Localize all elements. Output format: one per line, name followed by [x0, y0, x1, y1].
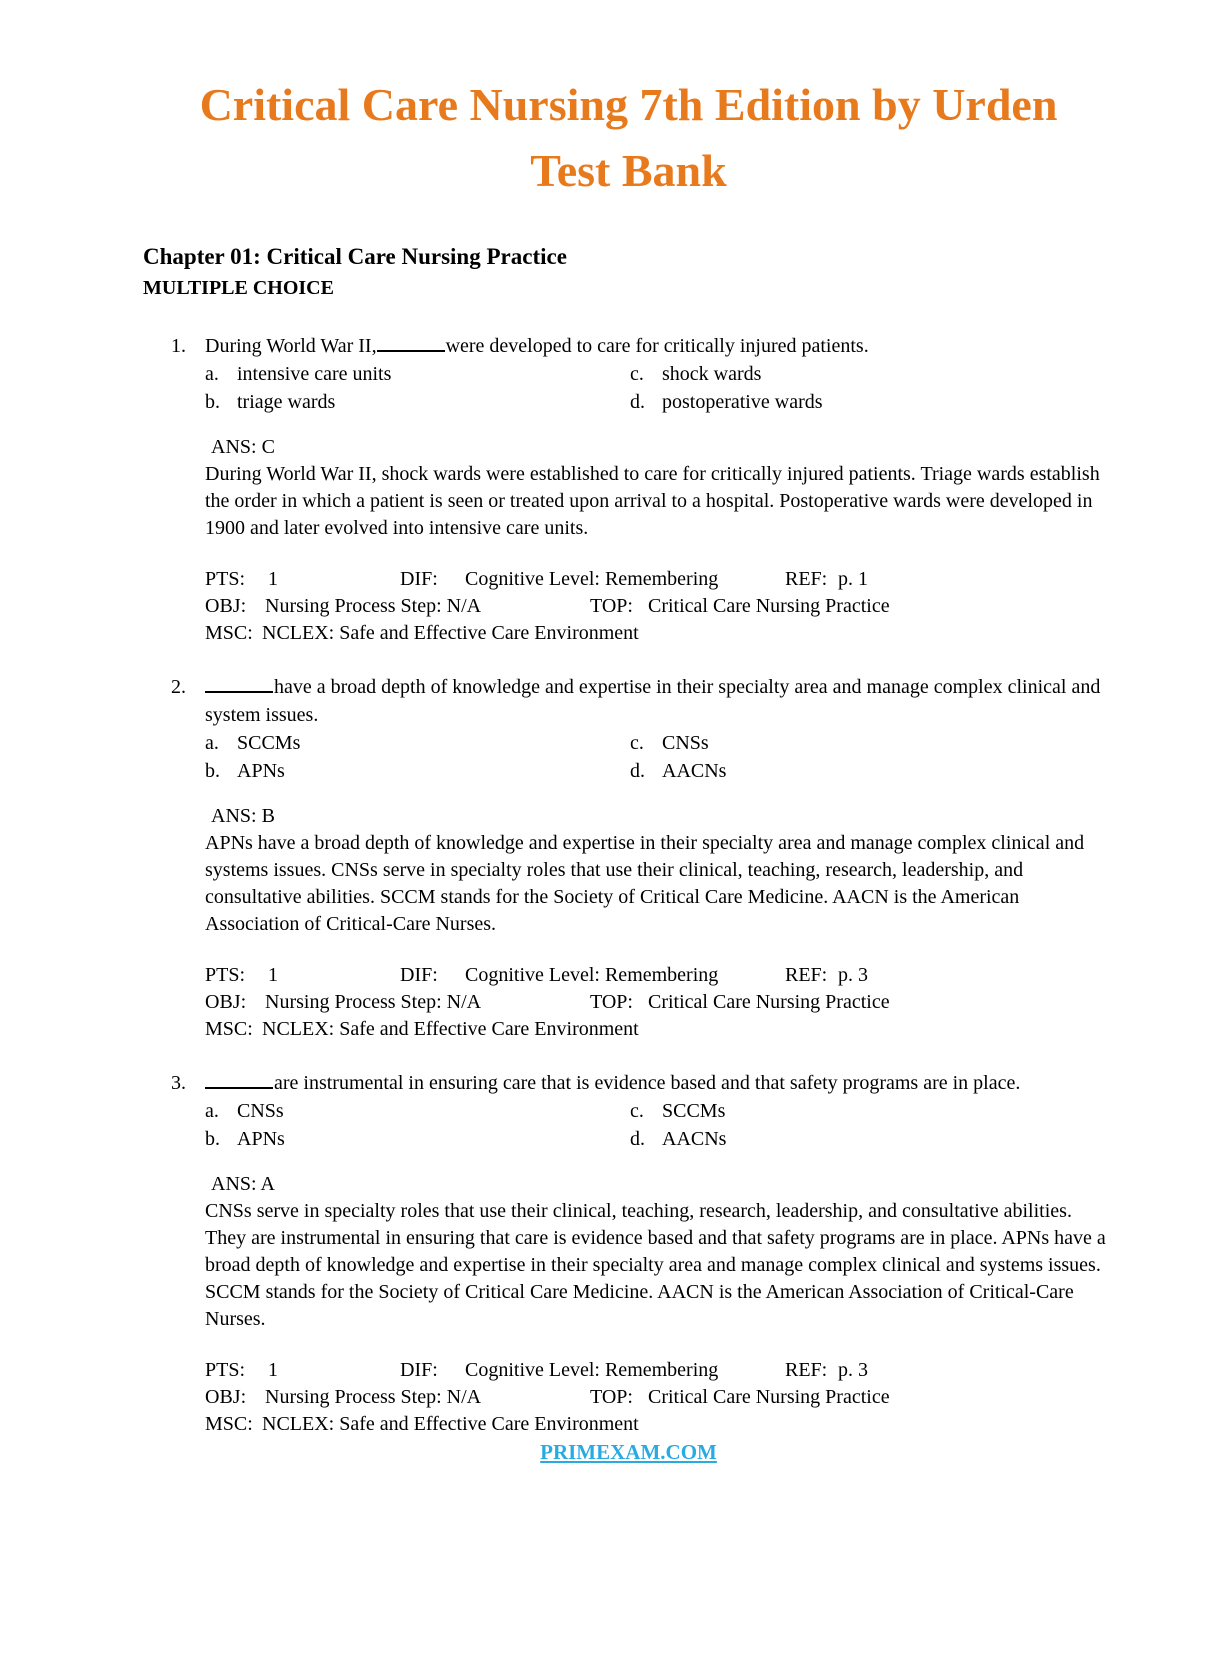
msc-label: MSC: [205, 1018, 253, 1040]
dif-label: DIF: [400, 964, 438, 986]
option-text: intensive care units [237, 363, 392, 385]
obj-label: OBJ: [205, 1386, 247, 1408]
option-a [205, 360, 630, 388]
section-heading: MULTIPLE CHOICE [143, 277, 334, 299]
option-letter: c. [630, 732, 644, 754]
msc-label: MSC: [205, 1413, 253, 1435]
question-block-3 [171, 1069, 1110, 1438]
option-letter: a. [205, 732, 219, 754]
pts-label: PTS: [205, 568, 246, 590]
meta-row-msc [205, 1411, 1110, 1438]
option-text: SCCMs [237, 732, 301, 754]
option-letter: c. [630, 363, 644, 385]
question-number: 3. [171, 1072, 186, 1094]
option-d [630, 757, 1110, 785]
obj-label: OBJ: [205, 991, 247, 1013]
top-value: Critical Care Nursing Practice [648, 991, 890, 1013]
meta-row-pts-dif-ref [205, 962, 1110, 989]
meta-row-pts-dif-ref [205, 1357, 1110, 1384]
option-d [630, 388, 1110, 416]
meta-row-pts-dif-ref [205, 566, 1110, 593]
option-letter: d. [630, 760, 645, 782]
msc-value: NCLEX: Safe and Effective Care Environment [262, 1018, 639, 1040]
blank-line [205, 1075, 273, 1089]
dif-label: DIF: [400, 1359, 438, 1381]
page-title: Critical Care Nursing 7th Edition by Urden Test Bank [199, 79, 1058, 196]
ref-value: p. 3 [838, 964, 868, 986]
primexam-link[interactable]: PRIMEXAM.COM [540, 1440, 717, 1464]
meta-block [205, 962, 1110, 1043]
meta-row-msc [205, 620, 1110, 647]
option-letter: a. [205, 1100, 219, 1122]
answer-value: B [261, 805, 275, 827]
option-letter: b. [205, 1128, 220, 1150]
dif-value: Cognitive Level: Remembering [465, 568, 719, 590]
meta-row-msc [205, 1016, 1110, 1043]
answer-block [205, 434, 1110, 542]
obj-value: Nursing Process Step: N/A [265, 595, 482, 617]
stem-suffix: are instrumental in ensuring care that is evidence based and that safety programs are in place. [274, 1072, 1021, 1094]
answer-label: ANS: [211, 436, 257, 458]
question-stem [205, 332, 1110, 360]
answer-line [205, 1171, 1110, 1198]
rationale-text: CNSs serve in specialty roles that use their clinical, teaching, research, leadership, and consultative abilities. They are instrumental in ensuring that care is evidence based and that safety programs are in place. APNs have a broad depth of knowledge and expertise in their specialty area and manage complex clinical and systems issues. SCCM stands for the Society of Critical Care Medicine. AACN is the American Association of Critical-Care Nurses. [205, 1200, 1106, 1330]
top-value: Critical Care Nursing Practice [648, 1386, 890, 1408]
option-letter: c. [630, 1100, 644, 1122]
answer-label: ANS: [211, 1173, 257, 1195]
option-letter: d. [630, 1128, 645, 1150]
option-letter: d. [630, 391, 645, 413]
ref-value: p. 1 [838, 568, 868, 590]
option-text: APNs [237, 760, 285, 782]
meta-block [205, 566, 1110, 647]
question-number: 1. [171, 335, 186, 357]
option-b [205, 757, 630, 785]
option-text: AACNs [662, 1128, 727, 1150]
meta-block [205, 1357, 1110, 1438]
msc-value: NCLEX: Safe and Effective Care Environment [262, 1413, 639, 1435]
option-letter: b. [205, 760, 220, 782]
pts-label: PTS: [205, 964, 246, 986]
answer-value: C [261, 436, 275, 458]
answer-line [205, 803, 1110, 830]
option-text: SCCMs [662, 1100, 726, 1122]
options-grid [205, 729, 1110, 785]
options-grid [205, 360, 1110, 416]
question-stem [205, 1069, 1110, 1097]
top-value: Critical Care Nursing Practice [648, 595, 890, 617]
obj-label: OBJ: [205, 595, 247, 617]
option-a [205, 729, 630, 757]
pts-value: 1 [268, 1359, 278, 1381]
option-c [630, 360, 1110, 388]
option-text: shock wards [662, 363, 762, 385]
blank-line [377, 338, 445, 352]
msc-value: NCLEX: Safe and Effective Care Environment [262, 622, 639, 644]
answer-value: A [260, 1173, 275, 1195]
option-b [205, 388, 630, 416]
top-label: TOP: [590, 1386, 633, 1408]
page-footer [143, 1440, 1114, 1465]
obj-value: Nursing Process Step: N/A [265, 991, 482, 1013]
stem-suffix: have a broad depth of knowledge and expertise in their specialty area and manage complex clinical and system issues. [205, 676, 1101, 726]
option-letter: a. [205, 363, 219, 385]
stem-suffix: were developed to care for critically injured patients. [445, 335, 869, 357]
option-letter: b. [205, 391, 220, 413]
answer-label: ANS: [211, 805, 257, 827]
pts-value: 1 [268, 568, 278, 590]
top-label: TOP: [590, 595, 633, 617]
stem-prefix: During World War II, [205, 335, 377, 357]
ref-label: REF: [785, 568, 828, 590]
dif-value: Cognitive Level: Remembering [465, 1359, 719, 1381]
answer-line [205, 434, 1110, 461]
option-text: CNSs [662, 732, 709, 754]
msc-label: MSC: [205, 622, 253, 644]
top-label: TOP: [590, 991, 633, 1013]
options-grid [205, 1097, 1110, 1153]
option-b [205, 1125, 630, 1153]
meta-row-obj-top [205, 1384, 1110, 1411]
chapter-heading: Chapter 01: Critical Care Nursing Practice [143, 244, 567, 269]
rationale-text: APNs have a broad depth of knowledge and expertise in their specialty area and manage complex clinical and systems issues. CNSs serve in specialty roles that use their clinical, teaching, research, leadership, and consultative abilities. SCCM stands for the Society of Critical Care Medicine. AACN is the American Association of Critical-Care Nurses. [205, 832, 1085, 935]
answer-block [205, 803, 1110, 938]
meta-row-obj-top [205, 989, 1110, 1016]
option-text: CNSs [237, 1100, 284, 1122]
question-stem [205, 673, 1110, 729]
question-number: 2. [171, 676, 186, 698]
option-text: postoperative wards [662, 391, 823, 413]
option-c [630, 1097, 1110, 1125]
option-a [205, 1097, 630, 1125]
option-text: APNs [237, 1128, 285, 1150]
blank-line [205, 679, 273, 693]
option-text: AACNs [662, 760, 727, 782]
answer-block [205, 1171, 1110, 1333]
pts-value: 1 [268, 964, 278, 986]
question-block-1 [171, 332, 1110, 647]
ref-label: REF: [785, 1359, 828, 1381]
option-c [630, 729, 1110, 757]
obj-value: Nursing Process Step: N/A [265, 1386, 482, 1408]
question-block-2 [171, 673, 1110, 1043]
dif-value: Cognitive Level: Remembering [465, 964, 719, 986]
ref-label: REF: [785, 964, 828, 986]
rationale-text: During World War II, shock wards were established to care for critically injured patients. Triage wards establish the order in which a patient is seen or treated upon arrival to a hospital. Postoperative wards were developed in 1900 and later evolved into intensive care units. [205, 463, 1100, 539]
dif-label: DIF: [400, 568, 438, 590]
meta-row-obj-top [205, 593, 1110, 620]
ref-value: p. 3 [838, 1359, 868, 1381]
option-d [630, 1125, 1110, 1153]
document-page [0, 72, 1224, 1656]
pts-label: PTS: [205, 1359, 246, 1381]
option-text: triage wards [237, 391, 336, 413]
